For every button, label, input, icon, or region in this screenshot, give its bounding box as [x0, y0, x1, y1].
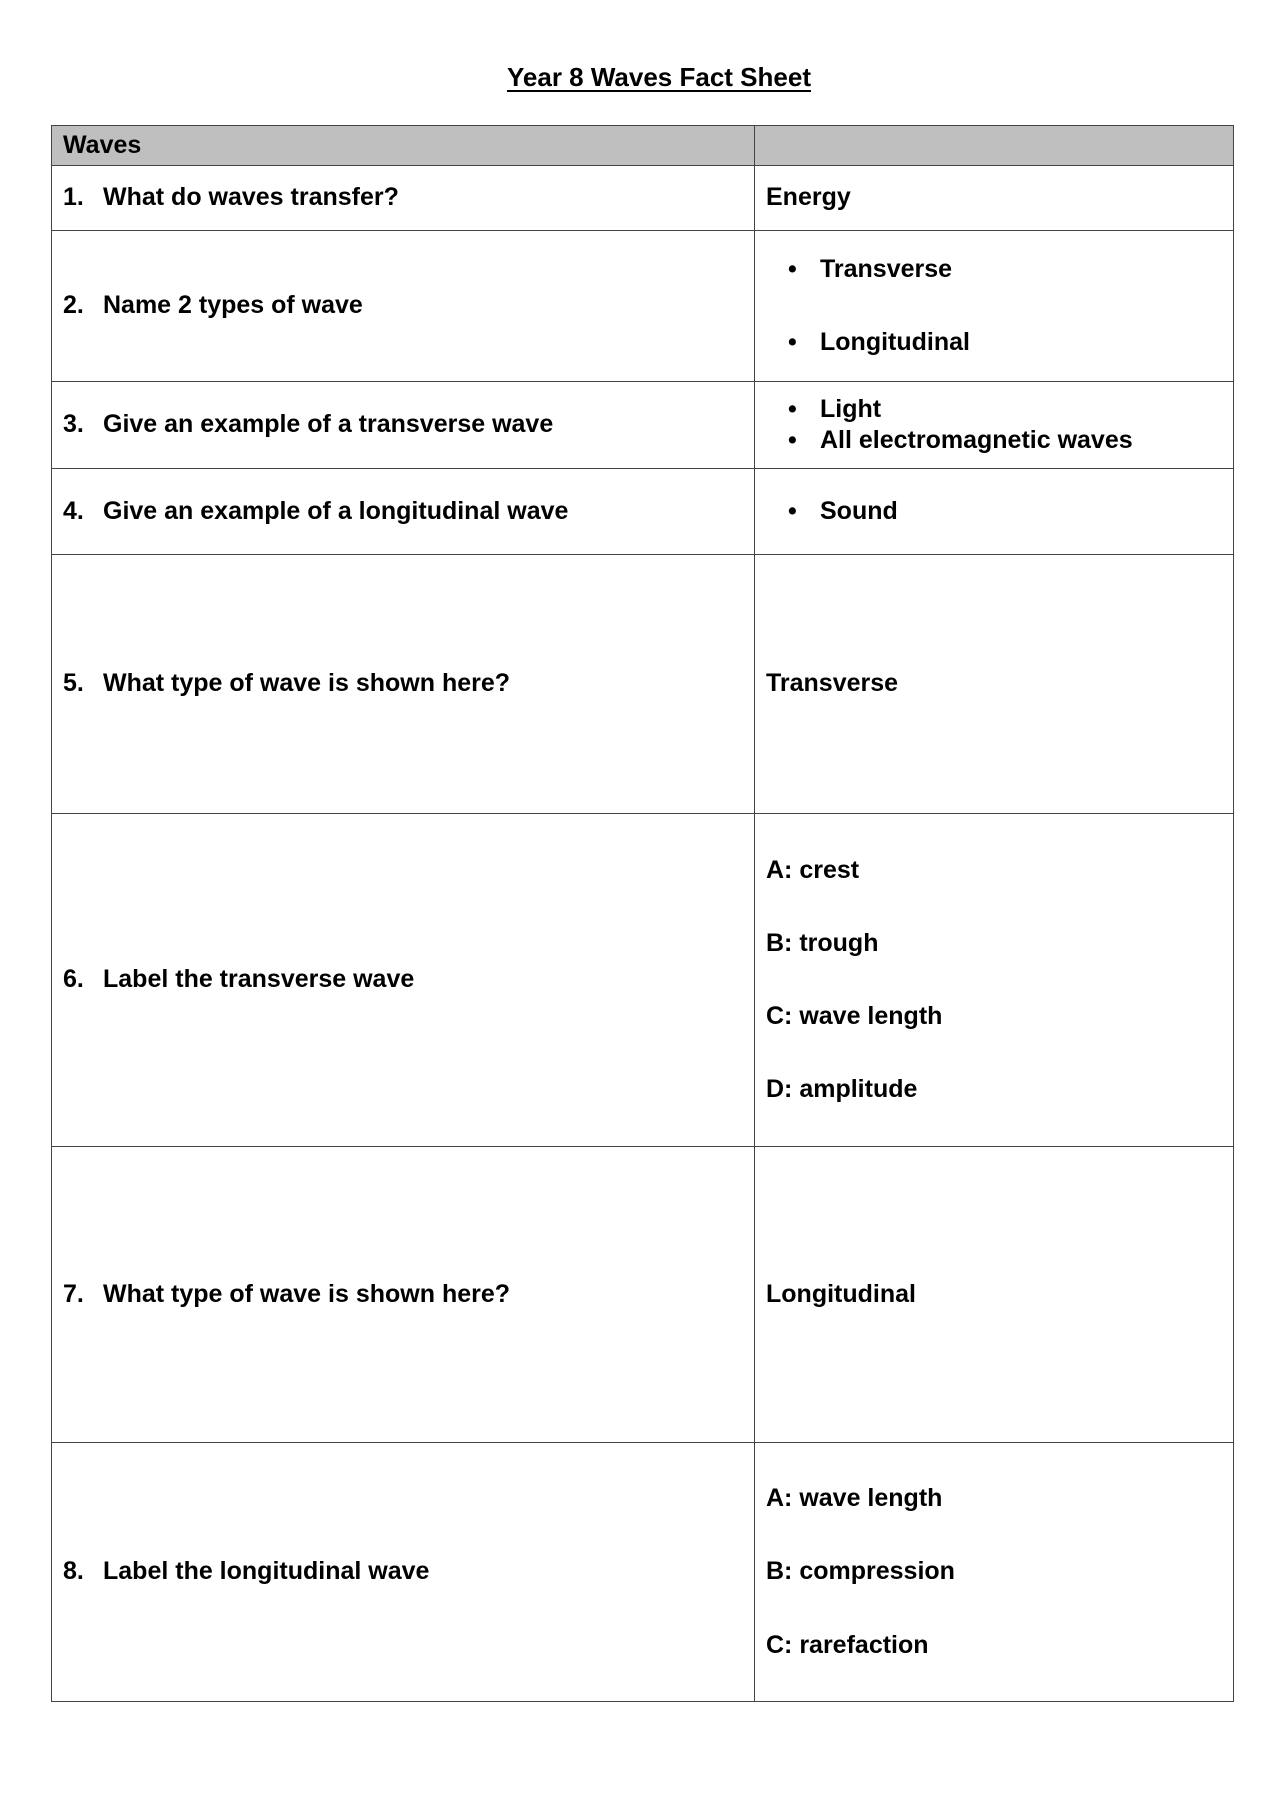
question-text: Give an example of a longitudinal wave [103, 496, 569, 525]
table-row [52, 469, 1234, 555]
answer-cell [755, 382, 1234, 469]
answer-list [766, 394, 1222, 457]
table-row [52, 166, 1234, 231]
answer-text: Transverse [766, 669, 899, 698]
question-cell [52, 814, 755, 1147]
answer-cell [755, 814, 1234, 1147]
answer-cell [755, 555, 1234, 814]
table-row [52, 555, 1234, 814]
question-cell [52, 1147, 755, 1443]
question-number: 2. [63, 291, 84, 320]
table-row [52, 814, 1234, 1147]
question-text: Name 2 types of wave [103, 291, 363, 320]
list-item: • Sound [766, 496, 1222, 527]
answer-cell [755, 166, 1234, 231]
question-cell [52, 166, 755, 231]
answer-cell [755, 469, 1234, 555]
page-title: Year 8 Waves Fact Sheet [507, 62, 811, 92]
label-list [766, 1483, 1222, 1661]
question-cell [52, 231, 755, 382]
question-number: 6. [63, 965, 84, 994]
question-number: 5. [63, 669, 84, 698]
list-item: B: compression [766, 1557, 955, 1586]
list-item: • All electromagnetic waves [766, 425, 1222, 456]
table-row [52, 1147, 1234, 1443]
label-list [766, 855, 1222, 1106]
section-header: Waves [52, 126, 755, 166]
question-cell [52, 555, 755, 814]
list-item: A: crest [766, 855, 860, 884]
question-cell [52, 469, 755, 555]
table-row [52, 382, 1234, 469]
answer-cell [755, 1443, 1234, 1702]
question-text: Label the transverse wave [103, 965, 415, 994]
question-number: 4. [63, 496, 84, 525]
question-text: Give an example of a transverse wave [103, 410, 554, 439]
question-text: What do waves transfer? [103, 183, 399, 212]
list-item: D: amplitude [766, 1075, 918, 1104]
fact-sheet-table [51, 125, 1234, 1702]
answer-list [766, 254, 1222, 358]
list-item: • Light [766, 394, 1222, 425]
table-row [52, 231, 1234, 382]
question-number: 1. [63, 183, 84, 212]
question-number: 8. [63, 1557, 84, 1586]
answer-cell [755, 1147, 1234, 1443]
answer-header [755, 126, 1234, 166]
table-row [52, 1443, 1234, 1702]
question-text: Label the longitudinal wave [103, 1557, 430, 1586]
question-number: 3. [63, 410, 84, 439]
question-text: What type of wave is shown here? [103, 1279, 511, 1308]
list-item: A: wave length [766, 1484, 943, 1513]
list-item: • Transverse [766, 254, 1222, 285]
list-item: C: rarefaction [766, 1630, 929, 1659]
answer-text: Longitudinal [766, 1279, 916, 1308]
question-text: What type of wave is shown here? [103, 669, 511, 698]
answer-text: Energy [766, 183, 851, 212]
table-header-row [52, 126, 1234, 166]
list-item: B: trough [766, 928, 879, 957]
question-number: 7. [63, 1279, 84, 1308]
answer-cell [755, 231, 1234, 382]
question-cell [52, 382, 755, 469]
answer-list [766, 496, 1222, 527]
list-item: • Longitudinal [766, 327, 1222, 358]
list-item: C: wave length [766, 1002, 943, 1030]
question-cell [52, 1443, 755, 1702]
